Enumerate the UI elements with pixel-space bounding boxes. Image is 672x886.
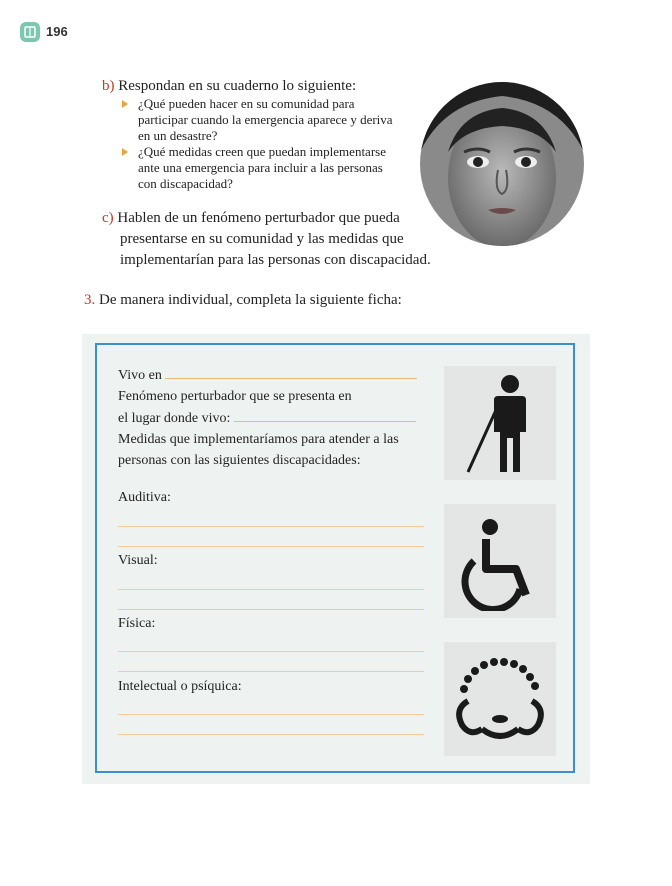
intelectual-label: Intelectual o psíquica: xyxy=(118,679,242,694)
section-c-line: implementarían para las personas con discapacidad. xyxy=(120,252,431,268)
fisica-answer-line[interactable] xyxy=(118,651,424,652)
fenomeno-input-line[interactable] xyxy=(234,407,416,422)
section-c-line: Hablen de un fenómeno perturbador que pueda xyxy=(117,210,400,226)
section-b xyxy=(102,78,356,95)
book-icon xyxy=(20,22,40,42)
triangle-bullet-icon xyxy=(122,148,128,156)
auditiva-label: Auditiva: xyxy=(118,490,171,505)
section-c xyxy=(102,208,442,271)
visual-label: Visual: xyxy=(118,553,158,568)
bullet-item xyxy=(118,96,418,144)
section-3-text: De manera individual, completa la siguiente ficha: xyxy=(99,292,402,308)
vivo-en-label: Vivo en xyxy=(118,368,162,383)
child-portrait-image xyxy=(420,82,584,246)
bullet-line: ¿Qué medidas creen que puedan implementarse xyxy=(138,144,386,159)
fenomeno-label: Fenómeno perturbador que se presenta en xyxy=(118,389,352,404)
intelectual-answer-line[interactable] xyxy=(118,734,424,735)
visual-answer-line[interactable] xyxy=(118,609,424,610)
auditiva-answer-line[interactable] xyxy=(118,526,424,527)
vivo-en-input-line[interactable] xyxy=(165,364,417,379)
bullet-line: en un desastre? xyxy=(138,128,218,143)
bullet-line: con discapacidad? xyxy=(138,176,233,191)
bullet-line: ante una emergencia para incluir a las personas xyxy=(138,160,383,175)
bullet-list xyxy=(118,96,418,192)
intelectual-answer-line[interactable] xyxy=(118,714,424,715)
fenomeno-label-2: el lugar donde vivo: xyxy=(118,411,231,426)
visual-impairment-icon xyxy=(444,366,556,480)
section-3-marker: 3. xyxy=(84,292,96,308)
fisica-label: Física: xyxy=(118,616,156,631)
section-c-marker: c) xyxy=(102,210,114,226)
bullet-line: participar cuando la emergencia aparece y deriva xyxy=(138,112,393,127)
triangle-bullet-icon xyxy=(122,100,128,108)
fisica-answer-line[interactable] xyxy=(118,671,424,672)
medidas-label: Medidas que implementaríamos para atender a las xyxy=(118,432,399,447)
page-number: 196 xyxy=(46,24,68,39)
wheelchair-icon xyxy=(444,504,556,618)
bullet-line: ¿Qué pueden hacer en su comunidad para xyxy=(138,96,355,111)
section-b-text: Respondan en su cuaderno lo siguiente: xyxy=(118,78,357,94)
section-b-marker: b) xyxy=(102,78,115,94)
visual-answer-line[interactable] xyxy=(118,589,424,590)
medidas-label-2: personas con las siguientes discapacidades: xyxy=(118,453,361,468)
auditiva-answer-line[interactable] xyxy=(118,546,424,547)
bullet-item xyxy=(118,144,418,192)
worksheet-form xyxy=(118,364,428,471)
section-c-line: presentarse en su comunidad y las medidas que xyxy=(120,231,404,247)
intellectual-disability-icon xyxy=(444,642,556,756)
section-3 xyxy=(84,292,402,309)
